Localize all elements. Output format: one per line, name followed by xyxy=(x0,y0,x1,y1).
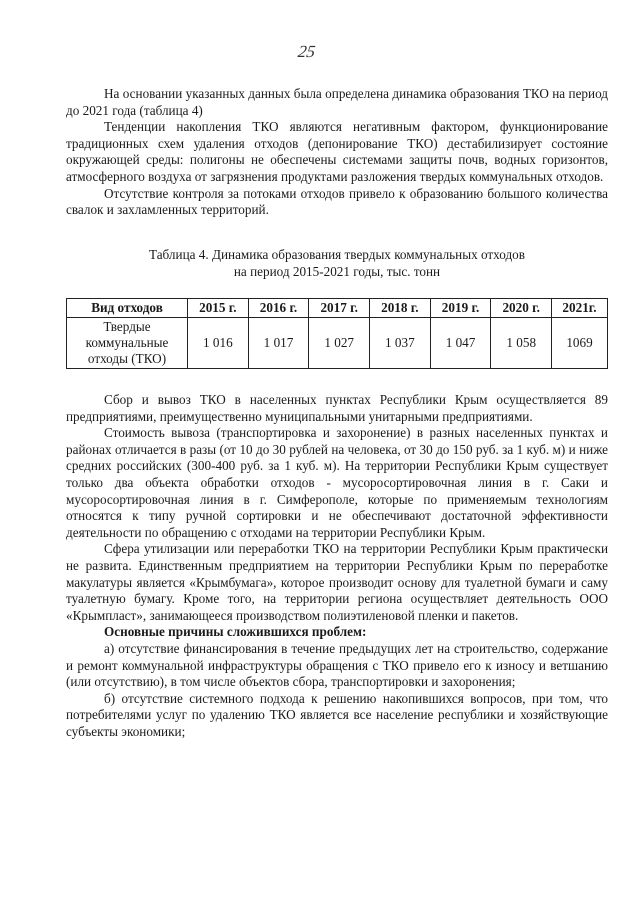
page-number: 25 xyxy=(296,42,317,61)
table-title xyxy=(66,246,608,280)
table-header-row xyxy=(67,299,608,318)
header-cell-2015: 2015 г. xyxy=(188,299,249,318)
header-cell-2019: 2019 г. xyxy=(430,299,491,318)
header-cell-2016: 2016 г. xyxy=(248,299,309,318)
paragraph: Тенденции накопления ТКО являются негативным фактором, функционирование традиционных схем удаления отходов (депонирование ТКО) дестабилизирует состояние окружающей среды: полигоны не обеспечены системами защиты почв, водных горизонтов, атмосферного воздуха от загрязнения продуктами разложения твердых коммунальных отходов. xyxy=(66,119,608,184)
cell-2016: 1 017 xyxy=(248,318,309,369)
cell-2020: 1 058 xyxy=(491,318,552,369)
header-cell-type: Вид отходов xyxy=(67,299,188,318)
problems-heading: Основные причины сложившихся проблем: xyxy=(104,624,367,640)
paragraph: Сбор и вывоз ТКО в населенных пунктах Республики Крым осуществляется 89 предприятиями, преимущественно муниципальными унитарными предприятиями. xyxy=(66,392,608,424)
paragraph: Отсутствие контроля за потоками отходов привело к образованию большого количества свалок и захламленных территорий. xyxy=(66,185,608,218)
header-cell-2021: 2021г. xyxy=(552,299,608,318)
header-cell-2017: 2017 г. xyxy=(309,299,370,318)
cell-2017: 1 027 xyxy=(309,318,370,369)
paragraph: На основании указанных данных была определена динамика образования ТКО на период до 2021 года (таблица 4) xyxy=(66,86,608,118)
waste-dynamics-table xyxy=(66,298,608,369)
cell-2018: 1 037 xyxy=(370,318,431,369)
table-row xyxy=(67,318,608,369)
cell-2019: 1 047 xyxy=(430,318,491,369)
problem-item: а) отсутствие финансирования в течение предыдущих лет на строительство, содержание и ремонт коммунальной инфраструктуры обращения с ТКО привело его к износу и ветшанию (или отсутствию), в том числе объектов сбора, транспортировки и захоронения; xyxy=(66,640,608,690)
cell-waste-type: Твердые коммунальные отходы (ТКО) xyxy=(67,318,188,369)
header-cell-2018: 2018 г. xyxy=(370,299,431,318)
cell-2015: 1 016 xyxy=(188,318,249,369)
body-section xyxy=(66,392,608,740)
header-cell-2020: 2020 г. xyxy=(491,299,552,318)
intro-section xyxy=(66,86,608,219)
problem-item: б) отсутствие системного подхода к решению накопившихся вопросов, при том, что потребителями услуг по удалению ТКО является все население республики и хозяйствующие субъекты экономики; xyxy=(66,690,608,739)
paragraph: Сфера утилизации или переработки ТКО на территории Республики Крым практически не развита. Единственным предприятием на территории Республики Крым по переработке макулатуры является «Крымбумага», которое производит основу для туалетной бумаги и саму туалетную бумагу. Кроме того, на территории региона осуществляет деятельность ООО «Крымпласт», занимающееся производством полиэтиленовой пленки и пакетов. xyxy=(66,541,608,623)
cell-2021: 1069 xyxy=(552,318,608,369)
paragraph: Стоимость вывоза (транспортировка и захоронение) в разных населенных пунктах и районах отличается в разы (от 10 до 30 рублей на человека, от 30 до 150 руб. за 1 куб. м) и ниже средних российских (300-400 руб. за 1 куб. м). На территории Республики Крым существует только два объекта обработки отходов - мусоросортировочная линия в г. Саки и мусоросортировочная линия в г. Симферополе, которые по применяемым технологиям относятся к типу ручной сортировки и не обеспечивают достаточной эффективности деятельности по обращению с отходами на территории Республики Крым. xyxy=(66,425,608,540)
table-title-line2: на период 2015-2021 годы, тыс. тонн xyxy=(233,264,441,279)
table-title-line1: Таблица 4. Динамика образования твердых коммунальных отходов xyxy=(148,247,526,262)
